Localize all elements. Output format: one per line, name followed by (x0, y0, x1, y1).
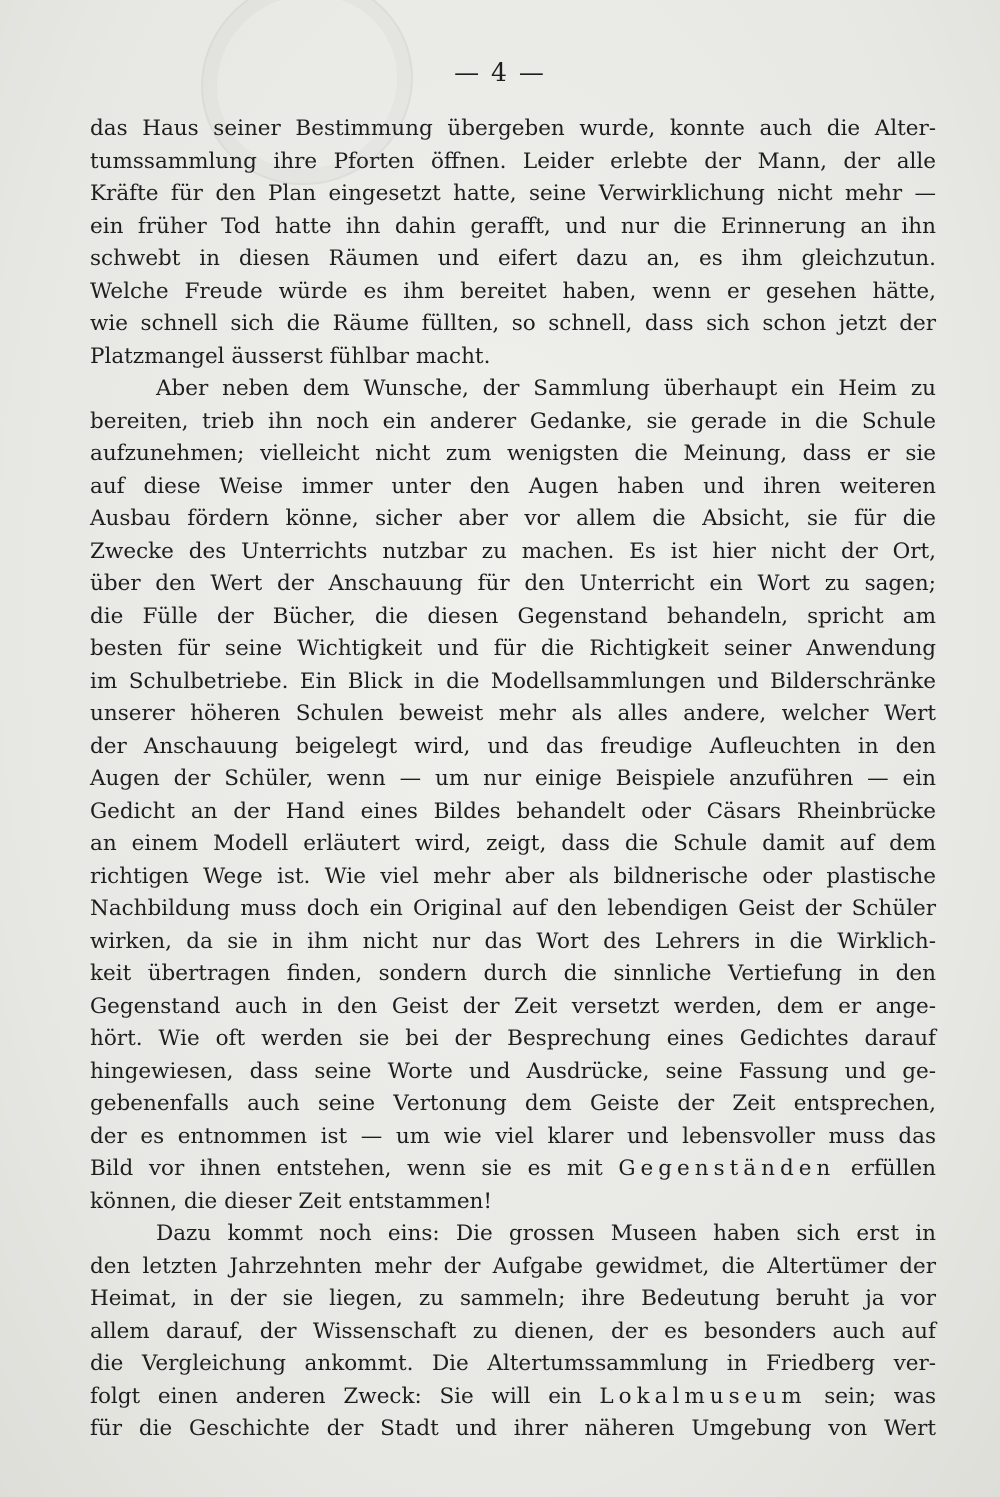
text-line: gebenenfalls auch seine Vertonung dem Geiste der Zeit entsprechen, (90, 1091, 936, 1116)
text-line: das Haus seiner Bestimmung übergeben wurde, konnte auch die Alter- (90, 116, 936, 141)
text-line: die Fülle der Bücher, die diesen Gegenstand behandeln, spricht am (90, 603, 936, 629)
text-line: die Vergleichung ankommt. Die Altertumssammlung in Friedberg ver- (90, 1351, 936, 1376)
text-line: bereiten, trieb ihn noch ein anderer Gedanke, sie gerade in die Schule (90, 408, 936, 434)
text-line (90, 1381, 936, 1414)
text-line: richtigen Wege ist. Wie viel mehr aber als bildnerische oder plastische (90, 863, 936, 889)
body-text (90, 113, 936, 1446)
text-line: auf diese Weise immer unter den Augen haben und ihren weiteren (90, 473, 936, 499)
page-number: — 4 — (454, 58, 546, 87)
text-line: hört. Wie oft werden sie bei der Besprechung eines Gedichtes darauf (90, 1026, 936, 1051)
text-line: Aber neben dem Wunsche, der Sammlung überhaupt ein Heim zu (156, 376, 936, 401)
text-line: hingewiesen, dass seine Worte und Ausdrücke, seine Fassung und ge- (90, 1058, 936, 1084)
text-line: der es entnommen ist — um wie viel klarer und lebensvoller muss das (90, 1123, 936, 1149)
text-line: Welche Freude würde es ihm bereitet haben, wenn er gesehen hätte, (90, 278, 936, 304)
text-line: besten für seine Wichtigkeit und für die Richtigkeit seiner Anwendung (90, 636, 936, 661)
text-line-segment: Bild vor ihnen entstehen, wenn sie es mit (90, 1156, 619, 1181)
emphasized-word: Gegenständen (618, 1156, 836, 1181)
text-line: Gegenstand auch in den Geist der Zeit versetzt werden, dem er ange- (90, 993, 936, 1019)
text-line: allem darauf, der Wissenschaft zu dienen, der es besonders auch auf (90, 1318, 936, 1344)
text-line: Gedicht an der Hand eines Bildes behandelt oder Cäsars Rheinbrücke (90, 798, 936, 824)
text-line: schwebt in diesen Räumen und eifert dazu an, es ihm gleichzutun. (90, 246, 936, 271)
text-line-segment: sein; was (806, 1383, 936, 1409)
text-line: Augen der Schüler, wenn — um nur einige Beispiele anzuführen — ein (90, 766, 936, 791)
text-line: keit übertragen finden, sondern durch die sinnliche Vertiefung in den (90, 961, 936, 986)
text-line (90, 1153, 936, 1186)
text-line: Nachbildung muss doch ein Original auf den lebendigen Geist der Schüler (90, 896, 936, 921)
text-line: können, die dieser Zeit entstammen! (90, 1188, 493, 1214)
text-line-segment: erfüllen (835, 1156, 936, 1181)
text-line-segment: folgt einen anderen Zweck: Sie will ein (90, 1383, 600, 1409)
text-line: tumssammlung ihre Pforten öffnen. Leider erlebte der Mann, der alle (90, 148, 936, 174)
text-line: der Anschauung beigelegt wird, und das freudige Aufleuchten in den (90, 733, 936, 759)
text-line: Ausbau fördern könne, sicher aber vor allem die Absicht, sie für die (90, 506, 936, 531)
text-line: ein früher Tod hatte ihn dahin gerafft, und nur die Erinnerung an ihn (90, 213, 936, 239)
text-line: über den Wert der Anschauung für den Unterricht ein Wort zu sagen; (90, 571, 936, 596)
text-line: Zwecke des Unterrichts nutzbar zu machen. Es ist hier nicht der Ort, (90, 538, 936, 564)
text-line: an einem Modell erläutert wird, zeigt, dass die Schule damit auf dem (90, 831, 936, 856)
text-line: Platzmangel äusserst fühlbar macht. (90, 343, 491, 369)
text-line: wie schnell sich die Räume füllten, so schnell, dass sich schon jetzt der (90, 311, 936, 336)
text-line: für die Geschichte der Stadt und ihrer näheren Umgebung von Wert (90, 1416, 936, 1441)
text-line: Dazu kommt noch eins: Die grossen Museen haben sich erst in (156, 1221, 936, 1246)
text-line: Heimat, in der sie liegen, zu sammeln; ihre Bedeutung beruht ja vor (90, 1286, 936, 1311)
emphasized-word: Lokalmuseum (599, 1383, 807, 1409)
text-line: unserer höheren Schulen beweist mehr als alles andere, welcher Wert (90, 701, 936, 726)
text-line: wirken, da sie in ihm nicht nur das Wort des Lehrers in die Wirklich- (90, 928, 936, 954)
text-line: den letzten Jahrzehnten mehr der Aufgabe gewidmet, die Altertümer der (90, 1253, 936, 1279)
text-line: im Schulbetriebe. Ein Blick in die Modellsammlungen und Bilderschränke (90, 668, 936, 694)
text-line: Kräfte für den Plan eingesetzt hatte, seine Verwirklichung nicht mehr — (90, 181, 936, 206)
text-line: aufzunehmen; vielleicht nicht zum wenigsten die Meinung, dass er sie (90, 441, 936, 466)
